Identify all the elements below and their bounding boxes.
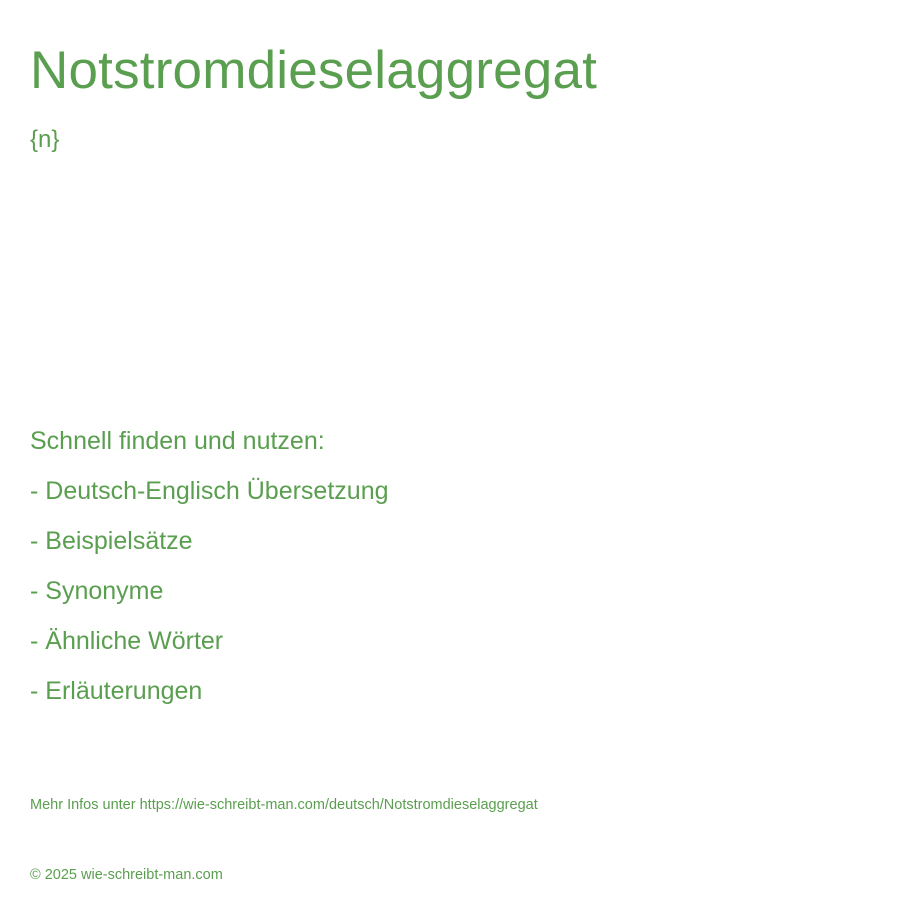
feature-heading: Schnell finden und nutzen: — [30, 427, 325, 455]
feature-item-synonyms: - Synonyme — [30, 577, 164, 605]
copyright-notice: © 2025 wie-schreibt-man.com — [30, 867, 223, 883]
page-title: Notstromdieselaggregat — [30, 41, 598, 100]
feature-item-example-sentences: - Beispielsätze — [30, 527, 193, 555]
more-info-link[interactable]: Mehr Infos unter https://wie-schreibt-man.com/deutsch/Notstromdieselaggregat — [30, 797, 538, 813]
feature-item-translation: - Deutsch-Englisch Übersetzung — [30, 477, 389, 505]
grammatical-gender: {n} — [30, 126, 60, 153]
feature-item-similar-words: - Ähnliche Wörter — [30, 627, 224, 655]
feature-list — [30, 474, 389, 724]
feature-item-explanations: - Erläuterungen — [30, 677, 203, 705]
